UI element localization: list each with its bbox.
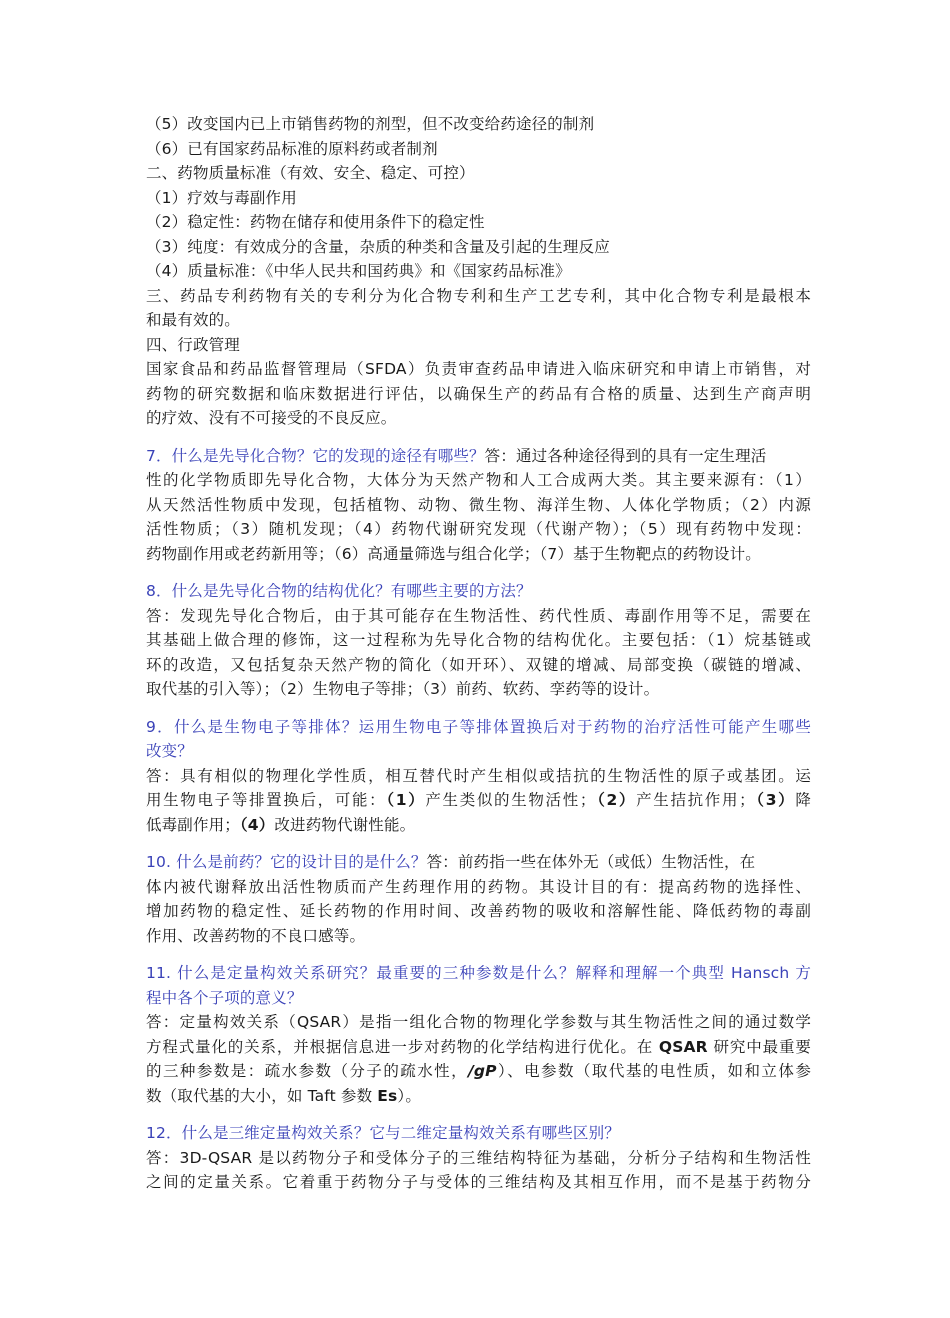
q9-line3-text-a: 低毒副作用； (146, 815, 240, 834)
q11-line3-italic: /gP (468, 1062, 497, 1080)
q8-question: 8．什么是先导化合物的结构优化？有哪些主要的方法？ (146, 582, 532, 600)
section-3-line-1: 三、药品专利药物有关的专利分为化合物专利和生产工艺专利，其中化合物专利是最根本 (146, 286, 811, 305)
q9-answer-line-2 (146, 788, 811, 813)
section-2-item-1: （1）疗效与毒副作用 (146, 188, 297, 207)
section-4-line-2: 药物的研究数据和临床数据进行评估，以确保生产的药品有合格的质量、达到生产商声明 (146, 384, 811, 403)
q7-answer-start: 答：通过各种途径得到的具有一定生理活 (484, 446, 767, 465)
q9-line3-bold: （4） (239, 815, 275, 834)
q11-line3-text-a: 的三种参数是：疏水参数（分子的疏水性， (146, 1062, 469, 1080)
intro-line-1: （5）改变国内已上市销售药物的剂型，但不改变给药途径的制剂 (146, 115, 595, 133)
q11-line2-bold: QSAR (658, 1037, 708, 1056)
q7-answer-line-3: 活性物质；（3）随机发现；（4）药物代谢研究发现（代谢产物）；（5）现有药物中发现： (146, 520, 811, 538)
q10-question: 10. 什么是前药？它的设计目的是什么？ (146, 853, 427, 871)
q11-line4-bold: Es (377, 1086, 398, 1105)
q11-answer-line-2 (146, 1035, 811, 1060)
section-3-line-2: 和最有效的。 (146, 311, 240, 329)
q10-first-line (146, 850, 811, 875)
q11-line3-text-c: ）、电参数（取代基的电性质，如和立体参 (496, 1062, 811, 1080)
q12-answer-line-1: 答：3D-QSAR 是以药物分子和受体分子的三维结构特征为基础，分析分子结构和生物活性 (146, 1148, 811, 1167)
section-2-heading: 二、药物质量标准（有效、安全、稳定、可控） (146, 164, 475, 182)
section-4-line-3: 的疗效、没有不可接受的不良反应。 (146, 409, 397, 427)
q9-line2-text-e: 产生拮抗作用； (636, 791, 755, 809)
section-2-item-3: （3）纯度：有效成分的含量，杂质的种类和含量及引起的生理反应 (146, 237, 610, 256)
q11-question-line-2: 程中各个子项的意义？ (146, 988, 303, 1007)
q12-question: 12．什么是三维定量构效关系？它与二维定量构效关系有哪些区别？ (146, 1124, 620, 1142)
q10-answer-start: 答：前药指一些在体外无（或低）生物活性，在 (426, 853, 756, 871)
q9-line2-bold-3: （3） (754, 791, 796, 809)
q12-answer-line-2: 之间的定量关系。它着重于药物分子与受体的三维结构及其相互作用，而不是基于药物分 (146, 1173, 811, 1191)
q9-question-line-1: 9．什么是生物电子等排体？运用生物电子等排体置换后对于药物的治疗活性可能产生哪些 (146, 717, 811, 736)
q8-answer-line-1: 答：发现先导化合物后，由于其可能存在生物活性、药代性质、毒副作用等不足，需要在 (146, 606, 811, 625)
section-2-item-2: （2）稳定性：药物在储存和使用条件下的稳定性 (146, 213, 485, 231)
q11-line4-text-a: 数（取代基的大小，如 Taft 参数 (146, 1086, 378, 1105)
q11-question-line-1: 11. 什么是定量构效关系研究？最重要的三种参数是什么？解释和理解一个典型 Hansch 方 (146, 964, 811, 982)
q9-line2-text-g: 降 (795, 791, 811, 809)
q7-question: 7．什么是先导化合物？它的发现的途径有哪些？ (146, 446, 485, 465)
q10-answer-line-1: 体内被代谢释放出活性物质而产生药理作用的药物。其设计目的有：提高药物的选择性、 (146, 877, 811, 896)
section-4-heading: 四、行政管理 (146, 335, 240, 354)
q9-line3-text-c: 改进药物代谢性能。 (274, 815, 416, 834)
q7-answer-line-4: 药物副作用或老药新用等；（6）高通量筛选与组合化学；（7）基于生物靶点的药物设计。 (146, 544, 761, 563)
q9-line2-bold-2: （2） (595, 791, 637, 809)
q7-answer-line-2: 从天然活性物质中发现，包括植物、动物、微生物、海洋生物、人体化学物质；（2）内源 (146, 495, 811, 514)
q10-answer-line-2: 增加药物的稳定性、延长药物的作用时间、改善药物的吸收和溶解性能、降低药物的毒副 (146, 902, 811, 920)
q8-answer-line-3: 环的改造，又包括复杂天然产物的简化（如开环）、双键的增减、局部变换（碳链的增减、 (146, 655, 811, 674)
q11-answer-line-3 (146, 1059, 811, 1084)
q11-line2-text-c: 研究中最重要 (707, 1037, 811, 1056)
q9-answer-line-3 (146, 813, 811, 838)
intro-line-2: （6）已有国家药品标准的原料药或者制剂 (146, 139, 438, 158)
q8-answer-line-4: 取代基的引入等）；（2）生物电子等排；（3）前药、软药、孪药等的设计。 (146, 680, 660, 698)
q11-answer-line-4 (146, 1084, 811, 1109)
q7-first-line (146, 444, 811, 469)
q9-line2-bold-1: （1） (386, 791, 426, 809)
q11-line2-text-a: 方程式量化的关系，并根据信息进一步对药物的化学结构进行优化。在 (146, 1037, 659, 1056)
document-page (146, 112, 811, 1195)
q10-answer-line-3: 作用、改善药物的不良口感等。 (146, 926, 366, 945)
q11-line4-text-c: ）。 (397, 1086, 421, 1105)
q9-answer-line-1: 答：具有相似的物理化学性质，相互替代时产生相似或拮抗的生物活性的原子或基团。运 (146, 766, 811, 785)
q9-line2-text-a: 用生物电子等排置换后，可能： (146, 791, 387, 809)
q9-question-line-2: 改变？ (146, 742, 193, 760)
q8-answer-line-2: 其基础上做合理的修饰，这一过程称为先导化合物的结构优化。主要包括：（1）烷基链或 (146, 631, 811, 649)
q7-answer-line-1: 性的化学物质即先导化合物，大体分为天然产物和人工合成两大类。其主要来源有：（1） (146, 471, 811, 489)
q9-line2-text-c: 产生类似的生物活性； (425, 791, 596, 809)
section-4-line-1: 国家食品和药品监督管理局（SFDA）负责审查药品申请进入临床研究和申请上市销售，对 (146, 360, 811, 378)
q11-answer-line-1: 答：定量构效关系（QSAR）是指一组化合物的物理化学参数与其生物活性之间的通过数学 (146, 1013, 811, 1031)
section-2-item-4: （4）质量标准：《中华人民共和国药典》和《国家药品标准》 (146, 262, 571, 280)
